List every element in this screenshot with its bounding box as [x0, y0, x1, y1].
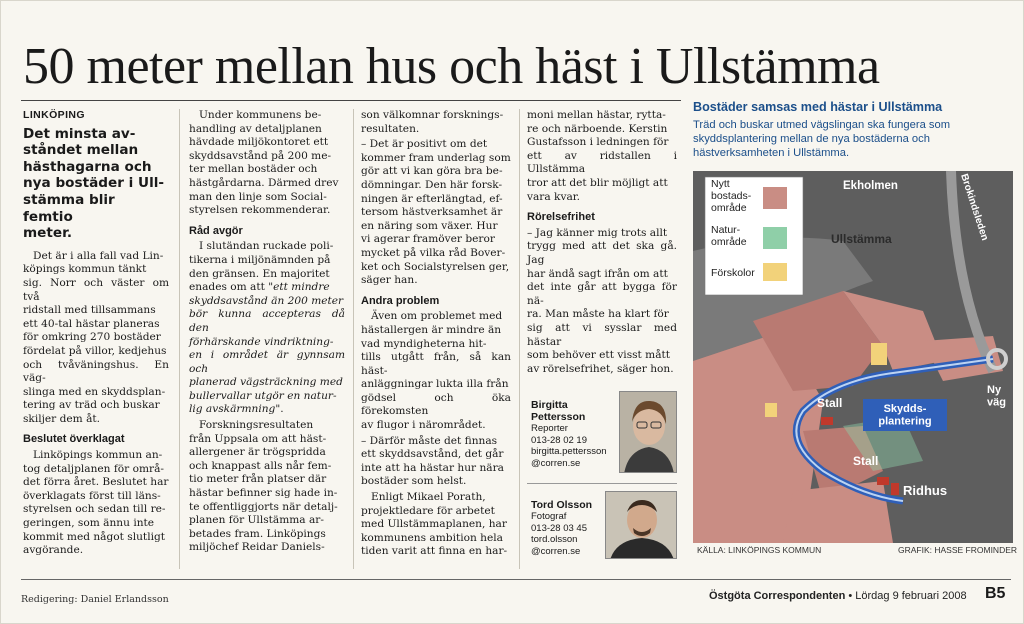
paragraph-end: . [280, 403, 284, 416]
legend-swatch-nature [763, 227, 787, 249]
graphic-credit: GRAFIK: HASSE FROMINDER [898, 545, 1018, 555]
graphic-title: Bostäder samsas med hästar i Ullstämma [693, 100, 943, 114]
label-ridhus: Ridhus [903, 483, 948, 498]
legend-swatch-preschool [763, 263, 787, 281]
paper-date: • Lördag 9 februari 2008 [845, 590, 967, 602]
paragraph: son välkomnar forsknings- resultaten. [361, 109, 504, 135]
legend-label-preschool: Förskolor [711, 267, 755, 279]
byline-reporter [531, 399, 621, 469]
label-stall: Stall [817, 396, 843, 410]
paragraph-text: I slutändan ruckade poli- tikerna i miljönämnden på den gränsen. En majoritet enades om att [189, 240, 334, 294]
paragraph: moni mellan hästar, rytta- re och närboende. Kerstin Gustafsson i ledningen för ett av ridstallen i Ullstämma tror att det blir möjligt att vara kvar. [527, 109, 677, 203]
legend-label-nature: Natur-område [711, 224, 747, 249]
byline-phone: 013-28 03 45 [531, 522, 587, 534]
byline-divider [527, 483, 677, 484]
dateline: LINKÖPING [23, 109, 85, 121]
column-divider [179, 109, 180, 569]
map-svg [693, 171, 1013, 543]
byline-phone: 013-28 02 19 [531, 434, 587, 446]
footer-rule [21, 579, 1011, 580]
paragraph: Det är i alla fall vad Lin- köpings kommun tänkt sig. Norr och väster om två ridstall med tillsammans ett 40-tal hästar planeras för omkring 270 bostäder fördelat på villor, kedjehus och tvåväningshus. En väg- slinga med en skyddsplan- tering av träd och buskar skiljer dem åt. [23, 249, 169, 425]
subheading: Rörelsefrihet [527, 211, 595, 224]
label-stall: Stall [853, 454, 879, 468]
paragraph: – Det är positivt om det kommer fram underlag som gör att vi kan göra bra be- dömningar. Den här forsk- ningen är efterlängtad, ef- tersom hästverksamhet är en näring som växer. Hur vi agerar framöver beror mycket på vilka råd Bover- ket och Socialstyrelsen ger, säger han. [361, 138, 511, 287]
byline-role: Fotograf [531, 511, 567, 522]
ingress: Det minsta av- ståndet mellan hästhagarna och nya bostäder i Ull- stämma blir femtio meter. [23, 125, 165, 242]
subheading: Andra problem [361, 294, 440, 307]
paragraph: Under kommunens be- handling av detaljplanen hävdade miljökontoret ett skyddsavstånd på 200 me- ter mellan bostäder och hästgårdarna. Därmed drev man den linje som Social- styrelsen rekommenderar. [189, 109, 339, 217]
label-ekholmen: Ekholmen [843, 180, 898, 192]
paragraph: – Därför måste det finnas ett skyddsavstånd, det går inte att ha hästar hur nära bostäder som helst. [361, 434, 504, 488]
column-divider [353, 109, 354, 569]
headline-rule [21, 100, 681, 101]
byline-email[interactable]: birgitta.pettersson @corren.se [531, 446, 607, 469]
column-divider [519, 109, 520, 569]
paragraph: Även om problemet med hästallergen är mindre än vad myndigheterna hit- tills utgått från, så kan häst- anläggningar lukta illa från gödsel och öka förekomsten av flugor i närområdet. [361, 310, 511, 432]
byline-name: Tord Olsson [531, 499, 593, 511]
footer-paper [709, 590, 967, 602]
subheading: Beslutet överklagat [23, 433, 125, 446]
stall-marker [821, 417, 833, 425]
paragraph: Linköpings kommun an- tog detaljplanen för områ- det förra året. Beslutet har överklagats först till läns- styrelsen och sedan till re- geringen, som ännu inte kommit med något slutligt avgörande. [23, 449, 169, 557]
ridhus-marker [891, 483, 899, 495]
reporter-photo [619, 391, 677, 473]
article-column-4 [527, 109, 677, 378]
article-column-1 [23, 109, 169, 560]
headline: 50 meter mellan hus och häst i Ullstämma [23, 38, 880, 95]
paragraph: Forskningsresultaten från Uppsala om att häst- allergener är trögspridda och knappast alls når fem- tio meter från platser där hästar befinner sig hade in- te offentliggjorts när detalj- planen för Ullstämma ar- betades fram. Linköpings miljöchef Reidar Daniels- [189, 419, 338, 554]
graphic-source: KÄLLA: LINKÖPINGS KOMMUN [697, 545, 822, 555]
quote: "ett mindre skyddsavstånd än 200 meter bör kunna accepteras då den förhärskande vindriktning- en i området är gynnsam och planerad vägsträckning med bullervallar utgör en natur- lig avskärmning" [189, 281, 345, 416]
legend-label-housing: Nytt bostads-område [711, 178, 752, 215]
page-number: B5 [985, 585, 1006, 602]
article-column-3 [361, 109, 511, 561]
preschool-area [871, 343, 887, 365]
subheading: Råd avgör [189, 224, 243, 237]
legend-swatch-housing [763, 187, 787, 209]
paragraph: – Jag känner mig trots allt trygg med att det ska gå. Jag har ändå sagt ifrån om att det inte går att bygga för nä- ra. Man måste ha klart för sig att vi sysslar med hästar som behöver ett visst mått av rörelsefrihet, säger hon. [527, 226, 677, 375]
byline-email[interactable]: tord.olsson @corren.se [531, 534, 581, 557]
paragraph: Enligt Mikael Porath, projektledare för arbetet med Ullstämmaplanen, har kommunens ambition hela tiden varit att finna en har- [361, 491, 508, 558]
paper-name: Östgöta Correspondenten [709, 590, 846, 602]
preschool-area [765, 403, 777, 417]
graphic-caption: Träd och buskar utmed vägslingan ska fungera som skyddsplantering mellan de nya bostäderna och hästverksamheten i Ullstämma. [693, 119, 951, 159]
label-ullstamma: Ullstämma [831, 232, 892, 246]
footer-editor: Redigering: Daniel Erlandsson [21, 594, 169, 605]
label-ny-vag: Ny väg [987, 384, 1006, 409]
paragraph [189, 240, 345, 417]
label-skyddsplantering: Skydds-plantering [878, 403, 932, 428]
housing-area [783, 481, 893, 543]
label-brokindsleden: Brokindsleden [958, 172, 991, 242]
stall-marker [877, 477, 889, 485]
article-column-2 [189, 109, 345, 557]
byline-name: Birgitta Pettersson [531, 399, 586, 423]
area-map [693, 171, 1013, 543]
byline-role: Reporter [531, 423, 568, 434]
photographer-photo [605, 491, 677, 559]
